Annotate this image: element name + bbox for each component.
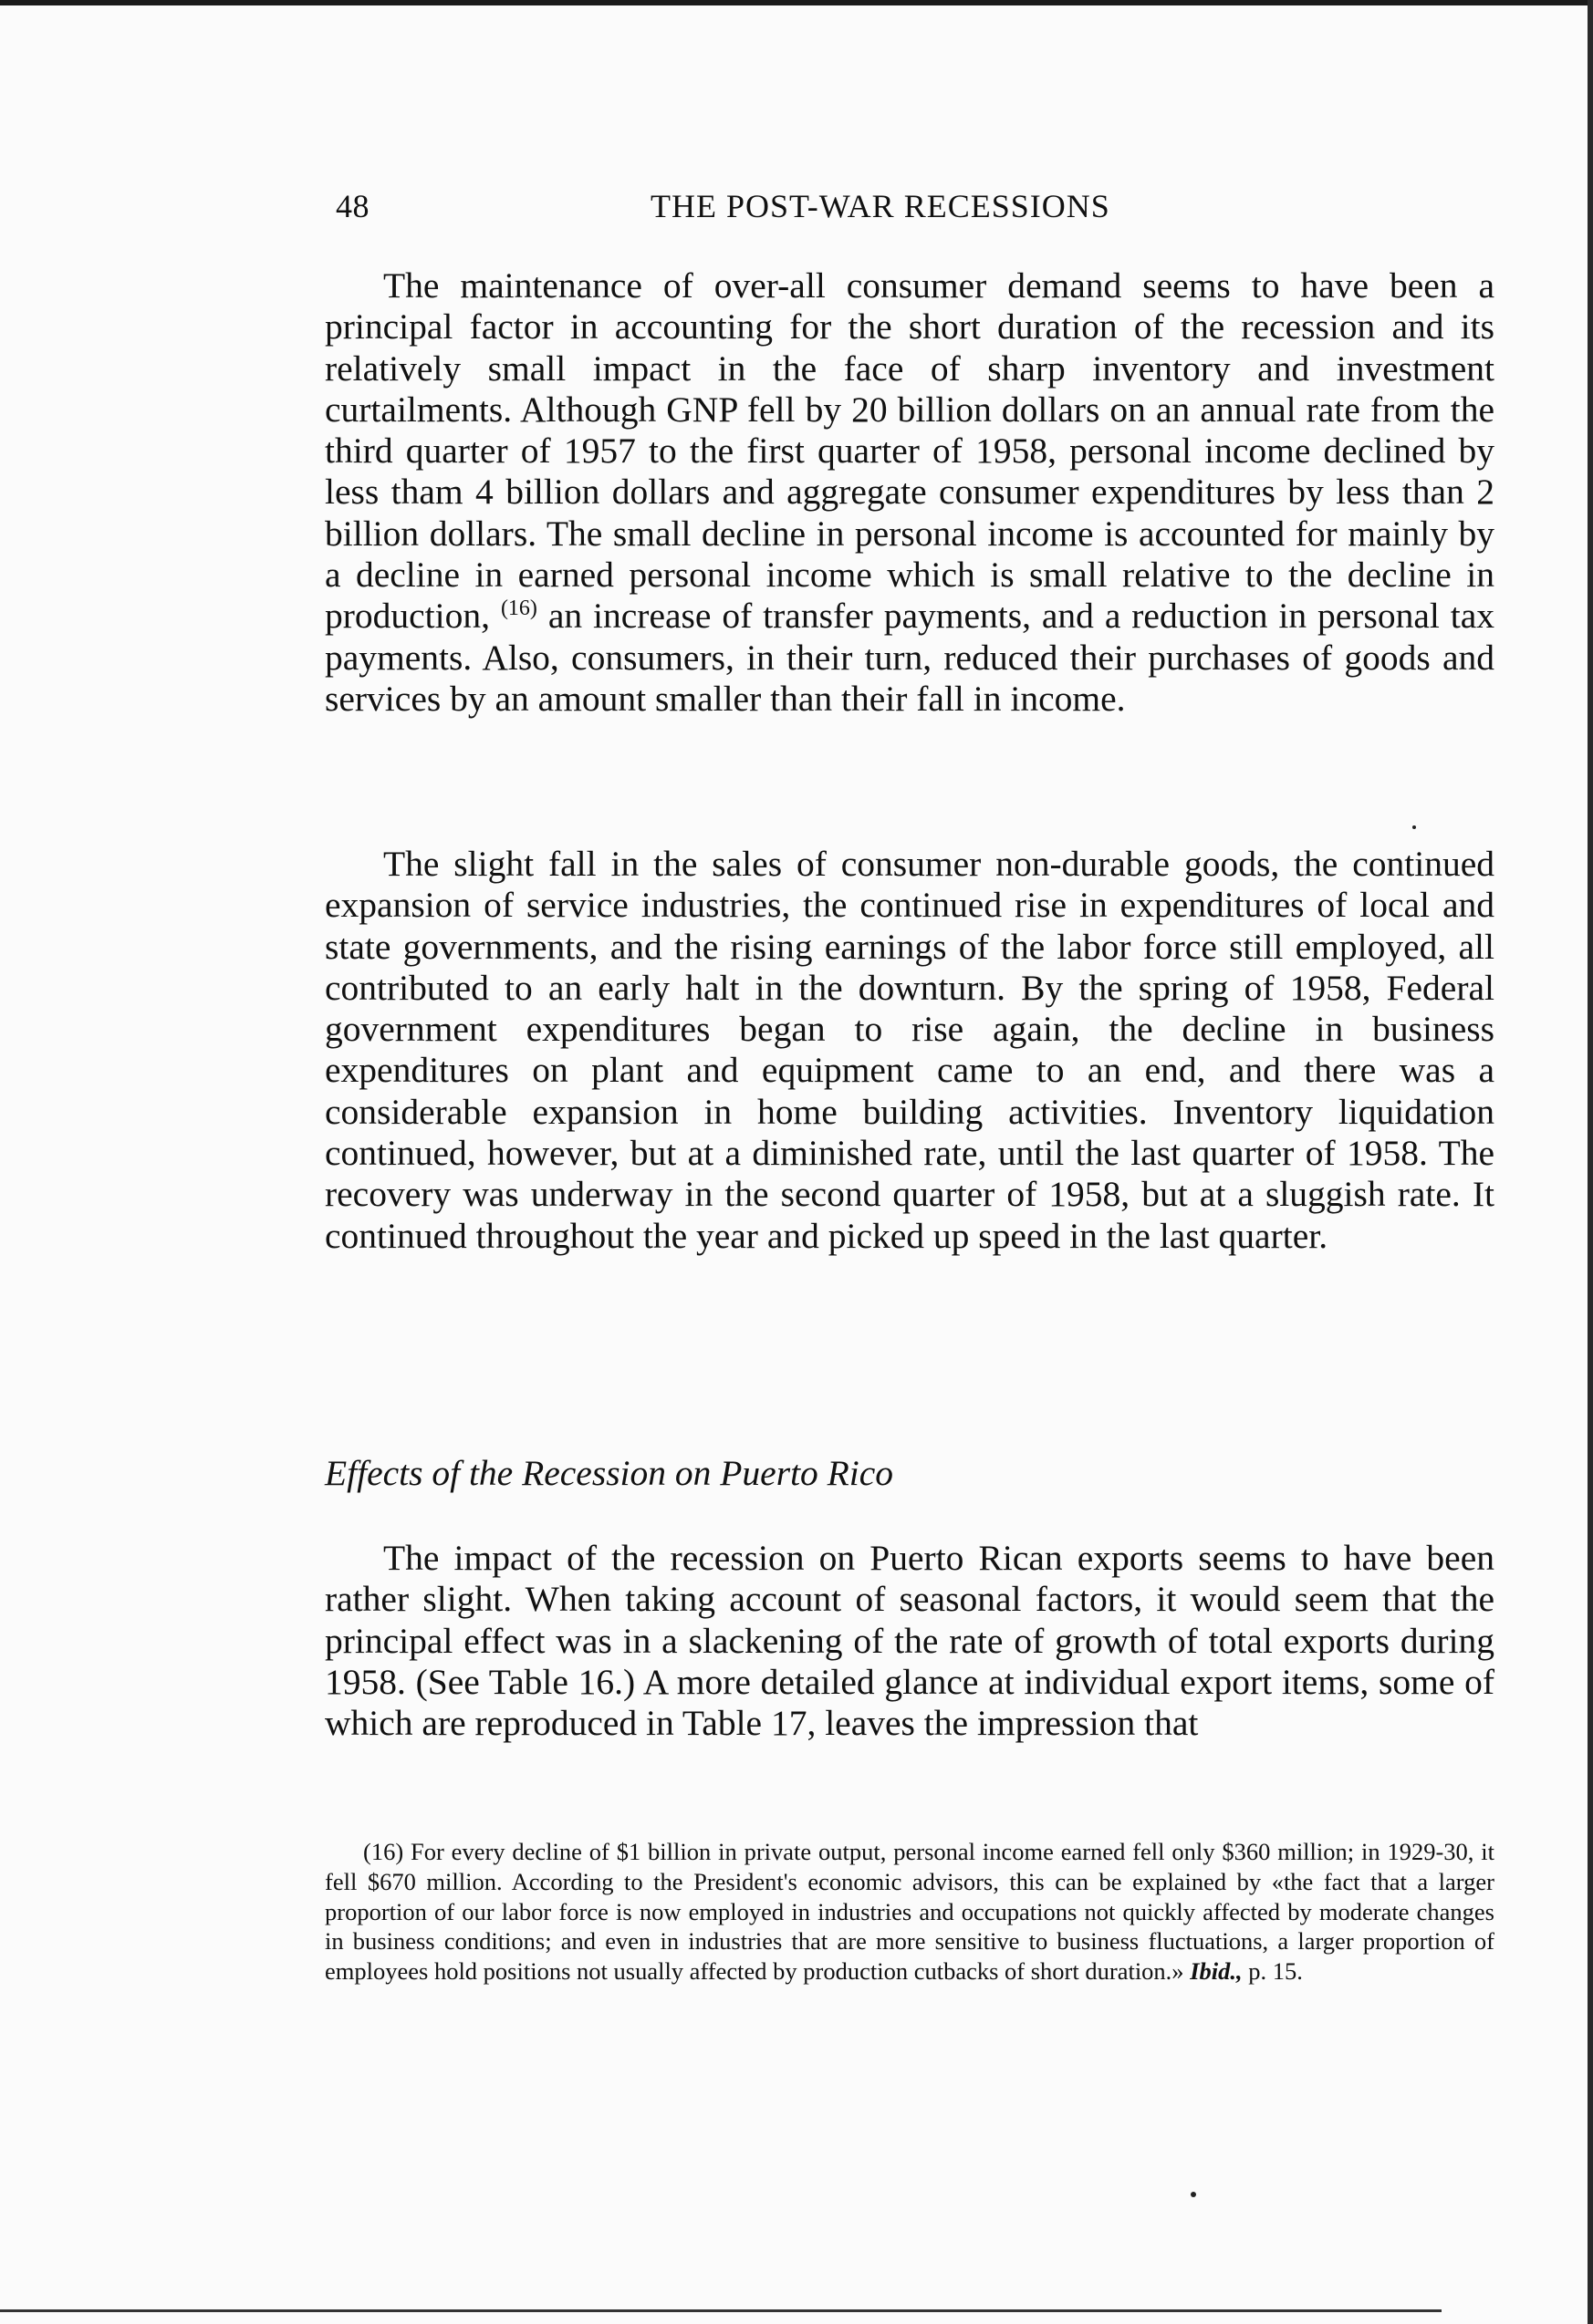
footnote-citation-page: p. 15. — [1248, 1957, 1303, 1986]
section-heading: Effects of the Recession on Puerto Rico — [325, 1453, 894, 1493]
page-right-edge — [1588, 0, 1593, 2324]
print-speck — [1412, 825, 1416, 829]
footnote-citation-ibid: Ibid., — [1190, 1957, 1243, 1986]
body-paragraph-1 — [325, 265, 1494, 720]
print-speck — [1191, 2192, 1196, 2197]
body-paragraph-2: The slight fall in the sales of consumer non-durable goods, the continued expansion of service industries, the continued rise in expenditures of local and state governments, and the rising earnings of the labor force still employed, all contributed to an early halt in the downturn. By the spring of 1958, Federal government expenditures began to rise again, the decline in business expenditures on plant and equipment came to an end, and there was a considerable expansion in home building activities. Inventory liquidation continued, however, but at a diminished rate, until the last quarter of 1958. The recovery was underway in the second quarter of 1958, but at a sluggish rate. It continued throughout the year and picked up speed in the last quarter. — [325, 844, 1494, 1256]
running-title: THE POST-WAR RECESSIONS — [651, 188, 1110, 224]
page-number: 48 — [336, 188, 370, 224]
footnote-text: (16) For every decline of $1 billion in private output, personal income earned fell only $360 million; in 1929-30, it fell $670 million. According to the President's economic advisors, this can be explained by «the fact that a larger proportion of our labor force is now employed in industries and occupations not quickly affected by moderate changes in business conditions; and even in industries that are more sensitive to business fluctuations, a larger proportion of employees hold positions not usually affected by production cutbacks of short duration.» — [325, 1838, 1494, 1986]
paragraph-1-text-a: The maintenance of over-all consumer demand seems to have been a principal factor in accounting for the short duration of the recession and its relatively small impact in the face of sharp inventory and investment curtailments. Although GNP fell by 20 billion dollars on an annual rate from the third quarter of 1957 to the first quarter of 1958, personal income declined by less tham 4 billion dollars and aggregate consumer expenditures by less than 2 billion dollars. The small decline in personal income is accounted for mainly by a decline in earned personal income which is small relative to the decline in production, — [325, 265, 1494, 637]
paragraph-1-text-b: an increase of transfer payments, and a reduction in personal tax payments. Also, consumers, in their turn, reduced their purchases of goods and services by an amount smaller than their fall in income. — [325, 596, 1494, 719]
page-bottom-rule — [0, 2309, 1442, 2312]
body-paragraph-3: The impact of the recession on Puerto Rican exports seems to have been rather slight. When taking account of seasonal factors, it would seem that the principal effect was in a slackening of the rate of growth of total exports during 1958. (See Table 16.) A more detailed glance at individual export items, some of which are reproduced in Table 17, leaves the impression that — [325, 1538, 1494, 1744]
page-top-rule — [0, 0, 1593, 5]
footnote-reference-16: (16) — [500, 597, 537, 621]
footnote-16 — [325, 1837, 1494, 1987]
running-head — [336, 187, 1493, 233]
